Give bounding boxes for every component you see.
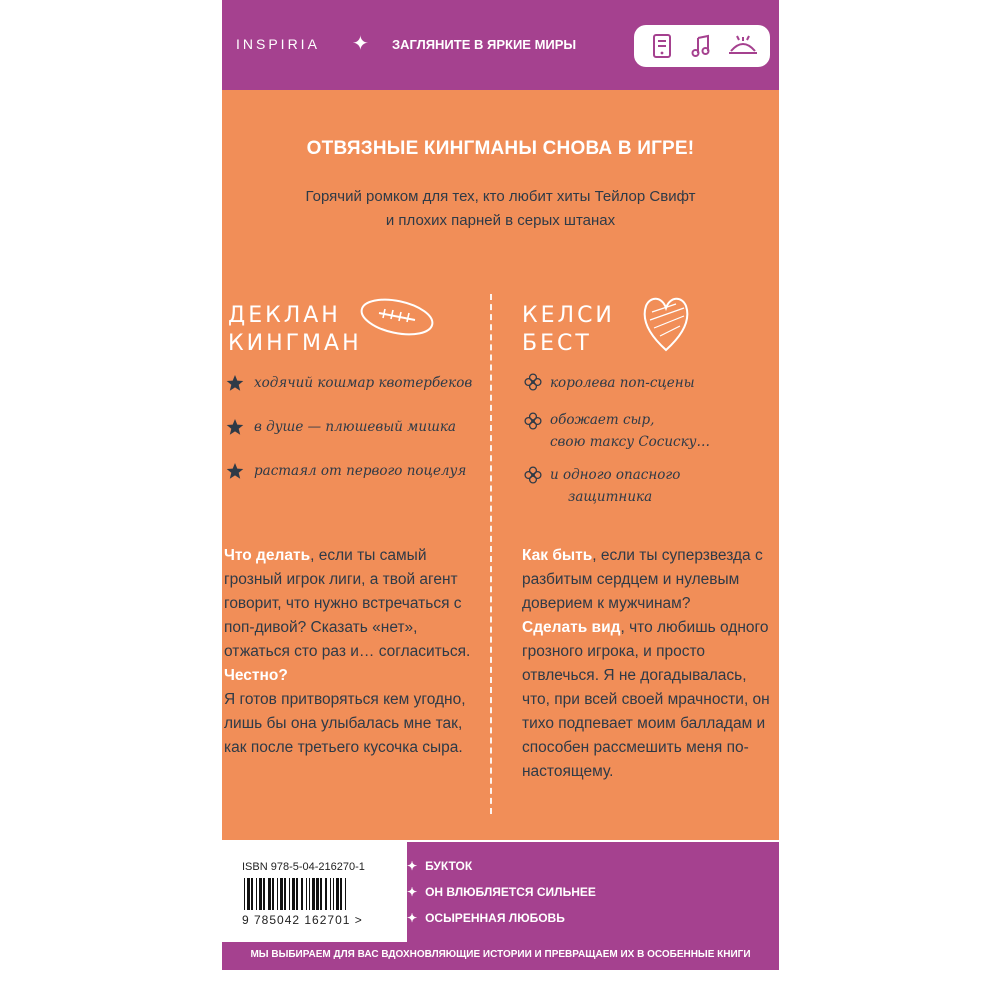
- story-paragraph: Что делать, если ты самый грозный игрок лиги, а твой агент говорит, что нужно встречаться с поп-дивой? Сказать «нет», отжаться сто раз и… согласиться.: [224, 547, 471, 660]
- food-tray-icon: [728, 34, 758, 58]
- tablet-icon: [652, 34, 672, 58]
- subline-line: Горячий ромком для тех, кто любит хиты Тейлор Свифт: [305, 188, 696, 205]
- barcode-bar: [316, 878, 319, 910]
- barcode-bar: [268, 878, 271, 910]
- flower-icon: [524, 466, 542, 484]
- trait-item: ходячий кошмар квотербеков: [254, 375, 473, 391]
- subline-line: и плохих парней в серых штанах: [385, 212, 616, 229]
- story-paragraph: Я готов притворяться кем угодно, лишь бы она улыбалась мне так, как после третьего кусочка сыра.: [224, 691, 466, 756]
- sparkle-icon: ✦: [352, 33, 369, 55]
- cover-headline: ОТВЯЗНЫЕ КИНГМАНЫ СНОВА В ИГРЕ!: [306, 138, 695, 159]
- barcode-bar: [296, 878, 298, 910]
- story-paragraph: Честно?: [224, 667, 288, 684]
- barcode-bar: [263, 878, 265, 910]
- barcode: [244, 878, 394, 912]
- barcode-bar: [251, 878, 253, 910]
- barcode-bar: [306, 878, 307, 910]
- football-icon: [357, 295, 437, 340]
- barcode-bar: [280, 878, 283, 910]
- flower-icon: [524, 412, 542, 430]
- footer-slogan: МЫ ВЫБИРАЕМ ДЛЯ ВАС ВДОХНОВЛЯЮЩИЕ ИСТОРИИ И ПРЕВРАЩАЕМ ИХ В ОСОБЕННЫЕ КНИГИ: [250, 949, 751, 960]
- barcode-bar: [336, 878, 339, 910]
- isbn-label: ISBN 978-5-04-216270-1: [242, 861, 365, 873]
- star-icon: [226, 418, 244, 436]
- barcode-bar: [272, 878, 274, 910]
- barcode-bar: [301, 878, 303, 910]
- format-icons-box: [634, 25, 770, 67]
- barcode-bar: [259, 878, 262, 910]
- barcode-bar: [292, 878, 295, 910]
- story-kelsi: [522, 544, 777, 784]
- tag-he-falls-harder: ✦ ОН ВЛЮБЛЯЕТСЯ СИЛЬНЕЕ: [407, 885, 596, 899]
- story-paragraph: Как быть, если ты суперзвезда с разбитым сердцем и нулевым доверием к мужчинам?: [522, 547, 763, 612]
- trait-item: и одного опасного защитника: [550, 467, 681, 505]
- trait-item: растаял от первого поцелуя: [254, 463, 467, 479]
- barcode-bar: [247, 878, 250, 910]
- barcode-bar: [340, 878, 342, 910]
- publisher-logo: INSPIRIA: [236, 36, 320, 52]
- barcode-digits: 9 785042 162701 >: [242, 913, 363, 927]
- story-declan: [224, 544, 486, 760]
- trait-item: обожает сыр, свою таксу Сосиску…: [550, 412, 710, 450]
- flower-icon: [524, 373, 542, 391]
- column-divider: [490, 294, 492, 814]
- barcode-bar: [284, 878, 286, 910]
- heart-icon: [640, 292, 692, 354]
- barcode-bar: [330, 878, 331, 910]
- star-icon: [226, 374, 244, 392]
- story-paragraph: Сделать вид, что любишь одного грозного игрока, и просто отвлечься. Я не догадывалась, что, при всей своей мрачности, он тихо подпевает моим балладам и способен рассмешить меня по-настоящему.: [522, 619, 770, 780]
- barcode-bar: [309, 878, 310, 910]
- book-back-cover: [222, 0, 779, 1000]
- barcode-bar: [325, 878, 327, 910]
- trait-item: королева поп-сцены: [550, 375, 695, 391]
- character-name-declan: ДЕКЛАН КИНГМАН: [228, 303, 362, 356]
- barcode-bar: [312, 878, 315, 910]
- barcode-bar: [345, 878, 346, 910]
- tag-booktok: ✦ БУКТОК: [407, 859, 473, 873]
- barcode-bar: [289, 878, 290, 910]
- barcode-bar: [320, 878, 322, 910]
- tag-cheesy-love: ✦ ОСЫРЕННАЯ ЛЮБОВЬ: [407, 911, 565, 925]
- star-icon: [226, 462, 244, 480]
- character-name-kelsi: КЕЛСИ БЕСТ: [522, 303, 615, 356]
- barcode-bar: [277, 878, 278, 910]
- cover-subline: [222, 185, 779, 233]
- trait-item: в душе — плюшевый мишка: [254, 419, 456, 435]
- music-note-icon: [691, 34, 711, 58]
- barcode-bar: [333, 878, 334, 910]
- barcode-bar: [256, 878, 257, 910]
- publisher-tagline: ЗАГЛЯНИТЕ В ЯРКИЕ МИРЫ: [392, 37, 577, 52]
- barcode-bar: [244, 878, 245, 910]
